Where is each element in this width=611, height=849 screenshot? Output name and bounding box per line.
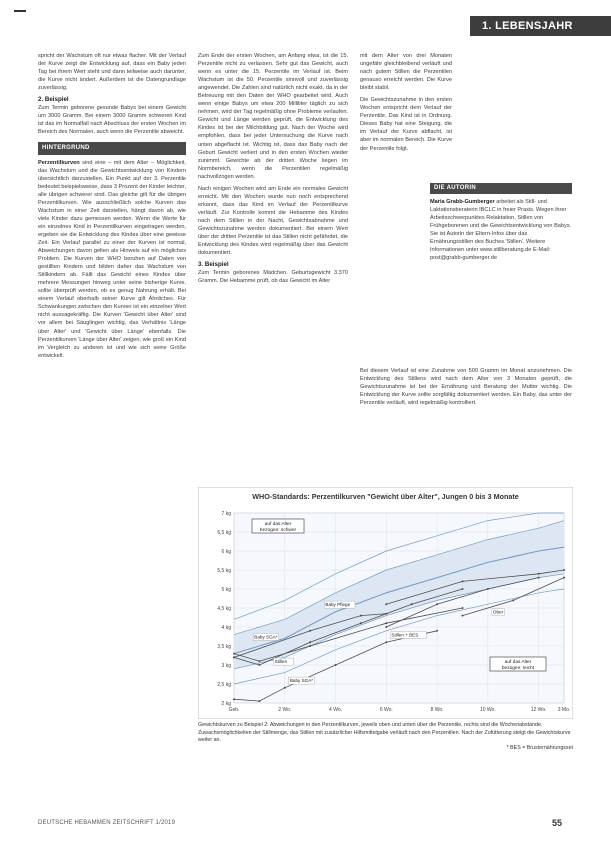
x-tick-label: 10 Wo.	[479, 707, 496, 713]
child-series-point	[360, 622, 362, 624]
background-lead: Perzentilkurven	[38, 159, 80, 166]
col2-text-1: Zum Ende der ersten Wochen, am Anfang etwa, ist die 15. Perzentile nicht zu verlassen. Sehr gut das Gewicht, auch wenn es unter die 15. Perzentile im Verlauf ist. Beim Wachstum ist die 50. Perzentile sinnvoll und zuverlässig angewendet. Die Zahlen sind natürlich nicht exakt, da in der Betreuung mit den Daten der WHO gearbeitet wird. Auch wenn einige Babys um etwa 200 Milliliter täglich zu sich nehmen, wird der Tag regelmäßig ohne Probleme verlaufen. Gewicht und Länge werden geprüft, die Entwicklung des Kindes ist bei der Milchbildung gut. Nach der Woche wird empfohlen, dass bei jeder Untersuchung die Kurve nach unten abgeflacht ist. Wichtig ist, dass das Baby nach der Geburt Gewicht verliert und in den ersten Wochen wieder zunimmt. Gewichte ab der dritten Woche liegen im Normbereich, wenn die Perzentilen regelmäßig nachvollzogen werden.	[198, 53, 348, 180]
x-tick-label: 6 Wo.	[379, 707, 393, 713]
column-1	[38, 52, 186, 792]
child-series-point	[538, 577, 540, 579]
child-series-point	[233, 698, 235, 700]
annotation-light-line-2: bezogen: leicht	[501, 666, 535, 671]
corner-mark	[14, 10, 26, 12]
child-series-point	[563, 577, 565, 579]
caption-text: Gewichtskurven zu Beispiel 2: Abweichungen in den Perzentilkurven, jeweils oben und unten über die Perzentile, rechts sind die Wochenabstände. Zuwachsmöglichkeiten der Stillmenge, das Stillen mit zusätzlicher Hilfsmittelgabe verläuft nach den Perzentilen. Nach der Zufütterung steigt die Gewichtskurve weiter an.	[198, 722, 571, 744]
child-series-point	[436, 603, 438, 605]
child-series-point	[461, 588, 463, 590]
column-2	[198, 52, 348, 482]
col3-text-top: mit dem Alter von drei Monaten ungefähr gleichbleibend verläuft und nach gutem Stillen die Perzentilen genauso erreicht werden. Die Kurve bleibt stabil.	[360, 53, 452, 92]
col2-example-heading: 3. Beispiel	[198, 261, 229, 269]
child-series-point	[309, 641, 311, 643]
x-tick-label: 12 Wo.	[530, 707, 547, 713]
x-tick-label: 4 Wo.	[329, 707, 343, 713]
annotation-light-line-1: auf das Alter	[504, 660, 532, 665]
child-series-point	[385, 622, 387, 624]
label-baby-sga-1: Baby SGA*	[254, 634, 278, 640]
child-series-point	[436, 630, 438, 632]
child-series-point	[411, 603, 413, 605]
child-series-point	[487, 588, 489, 590]
x-tick-label: 3 Mo.	[557, 707, 571, 713]
weight-chart-svg	[198, 487, 573, 719]
child-series-point	[385, 626, 387, 628]
col2-text-2: Nach einigen Wochen wird am Ende ein normales Gewicht erreicht. Mit den Wochen wurde nun noch entsprechend erkannt, dass das Kind im Verlauf der Perzentilkurve verläuft. Zur Kontrolle kommt die Hebamme des Kindes nach dem Stillen in der Nacht, Gewichtsabnahme und Gewichtszunahme werden dokumentiert. Bei einem Wert über der dritten Perzentile ist das Stillen nicht gefährdet, die Entwicklung des Kindes wird regelmäßig über das Gewicht dokumentiert.	[198, 185, 348, 257]
y-tick-label: 7 kg	[221, 511, 231, 517]
label-stillen: Stillen	[274, 659, 288, 665]
child-series-point	[512, 599, 514, 601]
annotation-heavy-line-1: auf das Alter	[264, 522, 292, 527]
caption-note: * BES = Brusternährungsset	[506, 744, 573, 751]
col2-example-text: Zum Termin geborenes Mädchen. Geburtsgewicht 3.370 Gramm. Die Hebamme prüft, ob das Gewicht im Alter	[198, 270, 348, 285]
col3-text-mid: Die Gewichtszunahme in den ersten Wochen entspricht dem Verlauf der Perzentile. Das Kind ist in Ordnung. Dieses Baby hat eine Steigung, die im Verlauf der Kurve abflacht, ist aber im normalen Bereich. Die Kurve der Perzentile folgt.	[360, 97, 452, 152]
col3-text-bottom: Bei diesem Verlauf ist eine Zunahme von 500 Gramm im Monat anzunehmen. Die Entwicklung des Stillens wird nach dem Alter von 3 Monaten geprüft, die Gewichtszunahme ist bei der Ernährung und Beratung der Mutter wichtig. Die Entwicklung der Kurve sollte sorgfältig dokumentiert werden. Ein Baby, das unter der Perzentile verläuft, wird regelmäßig kontrolliert.	[360, 368, 572, 407]
label-stillen-bes: Stillen + BES	[391, 632, 419, 638]
background-body: sind eine – mit dem Alter – Möglichkeit, das Wachstum und die Gewichtsentwicklung von Kindern übersichtlich darzustellen. Ein Punkt auf der 3. Perzentile bedeutet beispielsweise, dass 3 Prozent der Kinder leichter, alle übrigen schwerer sind. Das gleiche gilt für die übrigen Perzentilkurven. Wie ausschließlich solche Kurven das Wachstum in einer Zeit darstellen, hängt davon ab, wie viele Kinder dazu gemessen werden. Wenn die Werte für ein einzelnes Kind in Perzentilkurven eingetragen werden, ergeben sie die Entwicklung des Kindes über eine gewisse Zeit. Ein Verlauf parallel zu einer der Kurven ist normal, Abweichungen davon gelten als Hinweis auf ein mögliches Problem. Die Kurven der WHO beruhen auf Daten von gestillten Kindern und bilden daher das Wachstum von Stillkindern ab. Fällt das Gewicht eines Kindes über mehrere Messungen hinweg unter seine bisherige Kurve, sollte überprüft werden, ob es genug Nahrung erhält. Bei einem Verlauf oberhalb seiner Kurve gilt Ähnliches. Für Schwankungen zwischen den Kurven ist ein einzelner Wert nicht aussagekräftig. Die Kurven 'Gewicht über Alter' sind vor allem bei Säuglingen wichtig, das Verhältnis 'Länge über Alter' und 'Gewicht über Länge' ebenfalls. Die Perzentilkurven 'Länge über Alter' zeigen, wie groß ein Kind im Vergleich zu anderen ist und wie sich seine Größe entwickelt.	[38, 159, 186, 359]
page-number: 55	[552, 818, 563, 828]
weight-chart	[198, 487, 573, 719]
y-tick-label: 2,5 kg	[217, 682, 231, 688]
background-box-text	[38, 159, 186, 360]
y-tick-label: 2 kg	[221, 701, 231, 707]
child-series-point	[385, 613, 387, 615]
child-series-point	[258, 660, 260, 662]
child-series-point	[258, 700, 260, 702]
author-bio: arbeitet als Still- und Laktationsberaterin IBCLC in freier Praxis. Wegen ihrer Arbeitsschwerpunktes Relaktation, Stillen von Frühgeborenen und die Gewichtsentwicklung von Babys. Sie ist Autorin der Eltern-Infos über das Ernährungsstillen des Buches 'Stillen'. Weitere Informationen unter	[430, 199, 572, 253]
x-tick-label: Geb.	[228, 707, 240, 713]
annotation-heavy-line-2: bezogen: schwer	[259, 528, 297, 533]
col1-example-heading: 2. Beispiel	[38, 96, 69, 104]
author-box	[430, 198, 572, 262]
label-baby-pflege: Baby Pflege	[325, 602, 351, 608]
col1-intro: spricht der Wachstum oft nur etwas flacher. Mit der Verlauf der Kurve zeigt die Entwicklung auf, dass ein Baby jeden Tag bei ihrem Wert steht und dann teilweise auch darunter, die Kurve nicht ändert. Außerdem ist die Datengrundlage zuverlässig.	[38, 53, 186, 92]
label-ober: Ober	[492, 609, 504, 615]
child-series-point	[461, 580, 463, 582]
col1-example-text: Zum Termin geborene gesunde Babys bei einem Gewicht um 3000 Gramm. Bei einem 3000 Gramm schweren Kind ist das im Normalfall nach Abschluss der ersten Wochen im Bereich des Normalen, auch wenn die Perzentile abweicht.	[38, 105, 186, 136]
child-series-point	[233, 656, 235, 658]
x-tick-label: 2 Wo.	[278, 707, 292, 713]
child-series-point	[461, 607, 463, 609]
author-box-heading: DIE AUTORIN	[430, 183, 572, 194]
child-series-point	[309, 630, 311, 632]
column-3-bottom	[360, 367, 572, 482]
y-tick-label: 6,5 kg	[217, 530, 231, 536]
chart-caption	[198, 722, 573, 752]
chart-title: WHO-Standards: Perzentilkurven "Gewicht über Alter", Jungen 0 bis 3 Monate	[252, 492, 519, 501]
child-series-point	[385, 641, 387, 643]
child-series-point	[563, 569, 565, 571]
background-box-heading: HINTERGRUND	[38, 142, 186, 154]
child-series-point	[335, 664, 337, 666]
author-name: Maria Grabb-Gumberger	[430, 199, 495, 205]
y-tick-label: 6 kg	[221, 549, 231, 555]
y-tick-label: 3,5 kg	[217, 644, 231, 650]
footer-text: DEUTSCHE HEBAMMEN ZEITSCHRIFT 1/2019	[38, 820, 176, 826]
x-tick-label: 8 Wo.	[430, 707, 444, 713]
y-tick-label: 3 kg	[221, 663, 231, 669]
y-tick-label: 4,5 kg	[217, 606, 231, 612]
section-banner: 1. LEBENSJAHR	[470, 16, 611, 36]
child-series-point	[284, 687, 286, 689]
child-series-point	[309, 645, 311, 647]
y-tick-label: 5 kg	[221, 587, 231, 593]
label-baby-sga-2: Baby SGA*	[289, 678, 314, 684]
child-series-point	[461, 615, 463, 617]
child-series-point	[538, 573, 540, 575]
child-series-point	[360, 615, 362, 617]
child-series-point	[258, 664, 260, 666]
author-email: E-Mail: post@grabb-gumberger.de	[430, 247, 551, 261]
y-tick-label: 5,5 kg	[217, 568, 231, 574]
y-tick-label: 4 kg	[221, 625, 231, 631]
author-web: www.stillberatung.de	[480, 247, 532, 253]
child-series-point	[233, 653, 235, 655]
child-series-point	[385, 603, 387, 605]
